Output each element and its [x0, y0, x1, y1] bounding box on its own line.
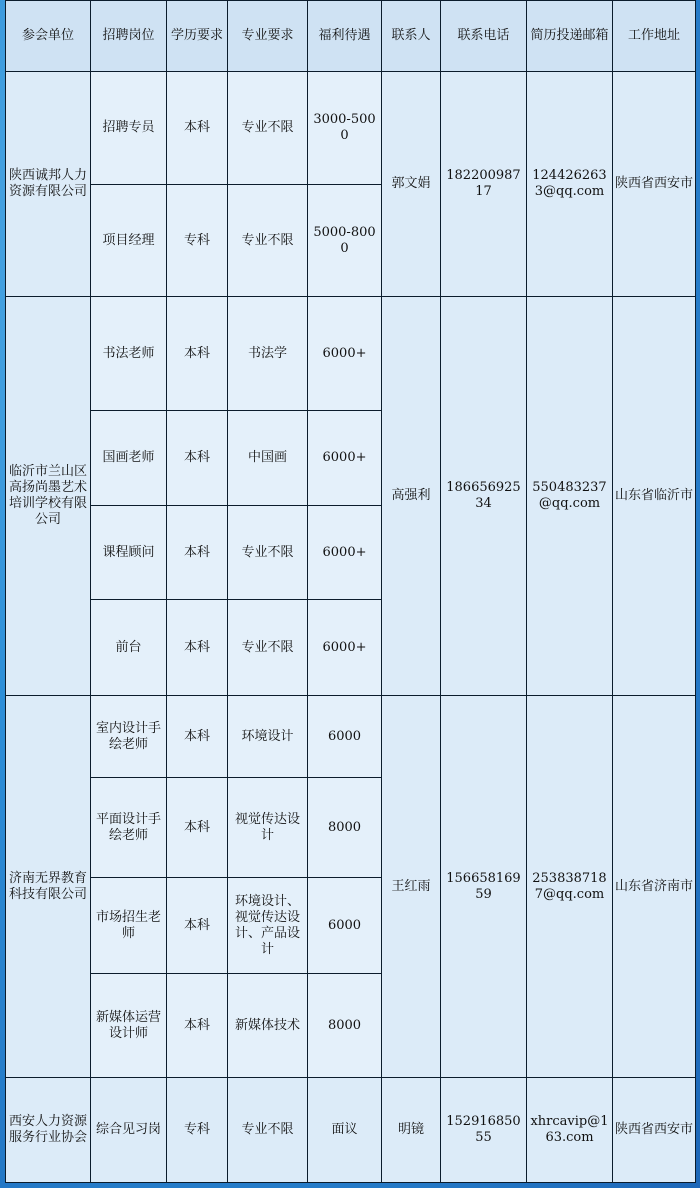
- table-row: [6, 72, 696, 185]
- job-title: 项目经理: [91, 185, 167, 297]
- job-salary: 6000+: [308, 600, 382, 696]
- company-name: 临沂市兰山区高扬尚墨艺术培训学校有限公司: [6, 297, 91, 696]
- job-salary: 3000-5000: [308, 72, 382, 185]
- header-phone: 联系电话: [441, 1, 527, 72]
- job-education: 专科: [167, 1078, 228, 1183]
- recruitment-table: [5, 0, 696, 1183]
- contact-phone: 18665692534: [441, 297, 527, 696]
- work-address: 陕西省西安市: [613, 72, 696, 297]
- contact-phone: 18220098717: [441, 72, 527, 297]
- job-salary: 6000: [308, 696, 382, 778]
- contact-person: 高强利: [382, 297, 441, 696]
- company-name: 济南无界教育科技有限公司: [6, 696, 91, 1078]
- table-row: [6, 1078, 696, 1183]
- job-title: 平面设计手绘老师: [91, 778, 167, 878]
- header-contact: 联系人: [382, 1, 441, 72]
- contact-person: 王红雨: [382, 696, 441, 1078]
- header-education: 学历要求: [167, 1, 228, 72]
- job-salary: 6000+: [308, 297, 382, 411]
- header-major: 专业要求: [228, 1, 308, 72]
- header-salary: 福利待遇: [308, 1, 382, 72]
- job-salary: 面议: [308, 1078, 382, 1183]
- contact-phone: 15291685055: [441, 1078, 527, 1183]
- job-major: 专业不限: [228, 72, 308, 185]
- job-title: 招聘专员: [91, 72, 167, 185]
- work-address: 山东省济南市: [613, 696, 696, 1078]
- job-education: 本科: [167, 72, 228, 185]
- job-major: 环境设计、视觉传达设计、产品设计: [228, 878, 308, 974]
- header-address: 工作地址: [613, 1, 696, 72]
- job-title: 国画老师: [91, 411, 167, 506]
- contact-phone: 15665816959: [441, 696, 527, 1078]
- job-major: 中国画: [228, 411, 308, 506]
- job-education: 本科: [167, 600, 228, 696]
- job-salary: 6000+: [308, 506, 382, 600]
- table-row: [6, 297, 696, 411]
- job-title: 课程顾问: [91, 506, 167, 600]
- job-salary: 5000-8000: [308, 185, 382, 297]
- job-title: 综合见习岗: [91, 1078, 167, 1183]
- work-address: 陕西省西安市: [613, 1078, 696, 1183]
- job-education: 本科: [167, 696, 228, 778]
- job-title: 室内设计手绘老师: [91, 696, 167, 778]
- contact-person: 郭文娟: [382, 72, 441, 297]
- job-major: 专业不限: [228, 1078, 308, 1183]
- job-salary: 8000: [308, 778, 382, 878]
- job-title: 前台: [91, 600, 167, 696]
- job-salary: 6000: [308, 878, 382, 974]
- job-salary: 8000: [308, 974, 382, 1078]
- job-education: 专科: [167, 185, 228, 297]
- job-major: 视觉传达设计: [228, 778, 308, 878]
- job-major: 专业不限: [228, 506, 308, 600]
- resume-email: 2538387187@qq.com: [527, 696, 613, 1078]
- job-major: 书法学: [228, 297, 308, 411]
- work-address: 山东省临沂市: [613, 297, 696, 696]
- header-position: 招聘岗位: [91, 1, 167, 72]
- table-row: [6, 696, 696, 778]
- company-name: 西安人力资源服务行业协会: [6, 1078, 91, 1183]
- header-row: [6, 1, 696, 72]
- resume-email: xhrcavip@163.com: [527, 1078, 613, 1183]
- job-title: 市场招生老师: [91, 878, 167, 974]
- job-education: 本科: [167, 506, 228, 600]
- job-education: 本科: [167, 411, 228, 506]
- job-major: 专业不限: [228, 185, 308, 297]
- header-company: 参会单位: [6, 1, 91, 72]
- job-education: 本科: [167, 297, 228, 411]
- header-email: 简历投递邮箱: [527, 1, 613, 72]
- company-name: 陕西诚邦人力资源有限公司: [6, 72, 91, 297]
- job-title: 新媒体运营设计师: [91, 974, 167, 1078]
- job-salary: 6000+: [308, 411, 382, 506]
- job-education: 本科: [167, 878, 228, 974]
- resume-email: 1244262633@qq.com: [527, 72, 613, 297]
- resume-email: 550483237@qq.com: [527, 297, 613, 696]
- job-education: 本科: [167, 974, 228, 1078]
- contact-person: 明镜: [382, 1078, 441, 1183]
- job-major: 环境设计: [228, 696, 308, 778]
- job-major: 专业不限: [228, 600, 308, 696]
- job-education: 本科: [167, 778, 228, 878]
- job-title: 书法老师: [91, 297, 167, 411]
- job-major: 新媒体技术: [228, 974, 308, 1078]
